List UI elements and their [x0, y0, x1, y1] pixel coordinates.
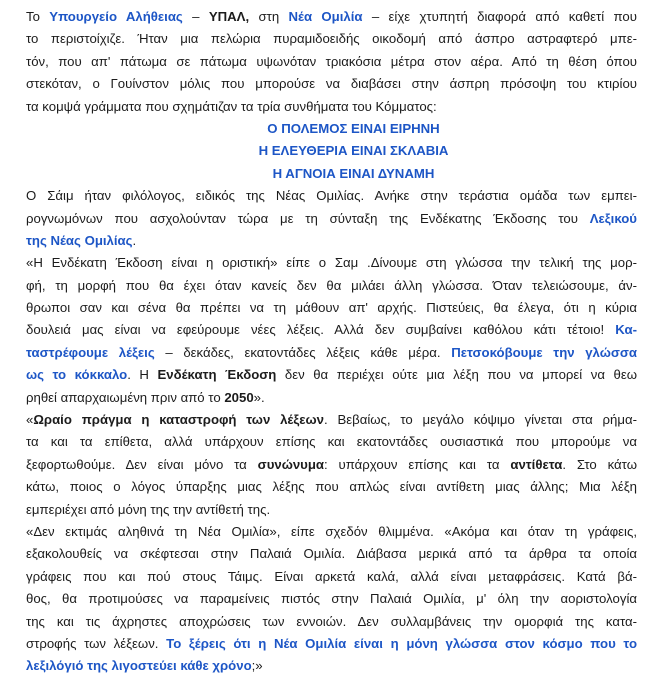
body-text: «Δεν εκτιμάς αληθινά τη Νέα Ομιλία», είπε σχεδόν θλιμμένα. «Ακόμα και όταν τη γράφεις,	[26, 523, 637, 539]
document-text	[26, 6, 637, 678]
text-line	[26, 185, 637, 207]
slogan-line	[26, 163, 637, 185]
body-text: θος, θα προτιμούσες να παραμείνεις πιστός στην Παλαιά Ομιλία, μ' όλη την αοριστολογία	[26, 591, 637, 607]
text-line	[26, 431, 637, 453]
body-text: στροφής των λέξεων.	[26, 635, 167, 651]
emphasis-blue-text: Η ΑΓΝΟΙΑ ΕΙΝΑΙ ΔΥΝΑΜΗ	[272, 165, 435, 181]
body-text: . Βεβαίως, το μεγάλο κόψιμο γίνεται στα ρήμα-	[323, 412, 637, 428]
text-line	[26, 476, 637, 498]
text-line	[26, 275, 637, 297]
text-line	[26, 611, 637, 633]
text-line	[26, 230, 637, 252]
body-text: δουλειά μας είναι να εφεύρουμε νέες λέξεις. Αλλά δεν συμβαίνει καθόλου κάτι τέτοιο!	[26, 322, 616, 338]
text-line	[26, 409, 637, 431]
text-line	[26, 655, 637, 677]
text-line	[26, 342, 637, 364]
slogan-line	[26, 140, 637, 162]
emphasis-bold-text: συνώνυμα	[257, 456, 325, 472]
text-line	[26, 454, 637, 476]
body-text: – είχε χτυπητή διαφορά από καθετί που	[362, 9, 637, 24]
body-text: τα κομψά γράμματα που σχημάτιζαν τα τρία συνθήματα του Κόμματος:	[26, 98, 437, 114]
body-text: τόν, που απ' πάτωμα σε πάτωμα υψωνόταν τριακόσια μέτρα στον αέρα. Από τη θέση όπου	[26, 53, 637, 69]
text-line	[26, 499, 637, 521]
body-text: της και τις άχρηστες αποχρώσεις των εννοιών. Δεν συλλαμβάνεις την ομορφιά της κατα-	[26, 613, 637, 629]
body-text: γράφεις που και πού στους Τάιμς. Είναι αρκετά καλά, αλλά είναι μεταφράσεις. Κατά βά-	[26, 568, 637, 584]
text-line	[26, 6, 637, 28]
emphasis-bold-text: αντίθετα	[510, 456, 563, 472]
body-text: εξακολουθείς να σκέφτεσαι στην Παλαιά Ομιλία. Διάβασα μερικά από τα άρθρα τα οποία	[26, 546, 637, 562]
emphasis-blue-text: Λεξικού	[589, 210, 637, 226]
text-line	[26, 319, 637, 341]
body-text: στη	[249, 9, 289, 24]
text-line	[26, 633, 637, 655]
body-text: κάτω, ποιος ο λόγος ύπαρξης μιας λέξης που απλώς είναι αντίθετη μιας άλλης; Μια λέξη	[26, 479, 637, 495]
text-line	[26, 588, 637, 610]
emphasis-blue-text: Πετσοκόβουμε την γλώσσα	[451, 344, 637, 360]
slogan-line	[26, 118, 637, 140]
body-text: φή, τη μορφή που θα έχει όταν κανείς δεν θα μιλάει άλλη γλώσσα. Όταν τελειώσουμε, άν-	[26, 277, 637, 293]
text-line	[26, 566, 637, 588]
emphasis-blue-text: Κα-	[615, 322, 637, 338]
emphasis-bold-text: ΥΠΑΛ,	[208, 9, 250, 24]
body-text: ρογνωμόνων που ασχολούνταν τώρα με τη σύνταξη της Ενδέκατης Έκδοσης του	[26, 210, 590, 226]
body-text: θρωποι σαν και σένα θα πρέπει να τη μάθουν απ' αρχής. Πιστεύεις, θα έλεγα, ότι η κύρια	[26, 300, 637, 316]
text-line	[26, 297, 637, 319]
text-line	[26, 364, 637, 386]
body-text: –	[182, 9, 209, 24]
emphasis-blue-text: Υπουργείο Αλήθειας	[49, 9, 183, 24]
body-text: Ο Σάιμ ήταν φιλόλογος, ειδικός της Νέας Ομιλίας. Ανήκε στην τεράστια ομάδα των εμπει-	[26, 188, 637, 204]
text-line	[26, 252, 637, 274]
text-line	[26, 73, 637, 95]
emphasis-blue-text: λεξιλόγιό της λιγοστεύει κάθε χρόνο	[26, 658, 252, 674]
emphasis-blue-text: Το ξέρεις ότι η Νέα Ομιλία είναι η μόνη γλώσσα στον κόσμο που το	[166, 635, 637, 651]
text-line	[26, 28, 637, 50]
text-line	[26, 387, 637, 409]
text-line	[26, 521, 637, 543]
emphasis-blue-text: της Νέας Ομιλίας	[26, 232, 133, 248]
body-text: ;»	[251, 658, 263, 674]
emphasis-bold-text: Ενδέκατη Έκδοση	[157, 367, 277, 383]
body-text: ξεφορτωθούμε. Δεν είναι μόνο τα	[26, 456, 258, 472]
text-line	[26, 51, 637, 73]
body-text: τα και τα επίθετα, αλλά υπάρχουν επίσης και εκατοντάδες ουσιαστικά που μπορούμε να	[26, 434, 637, 450]
body-text: .	[132, 232, 137, 248]
body-text: δεν θα περιέχει ούτε μια λέξη που να μπορεί να θεω	[276, 367, 637, 383]
body-text: . Η	[127, 367, 158, 383]
body-text: «	[26, 412, 34, 428]
text-line	[26, 96, 637, 118]
body-text: εμπεριέχει από μόνη της την αντίθετή της.	[26, 501, 271, 517]
emphasis-blue-text: Ο ΠΟΛΕΜΟΣ ΕΙΝΑΙ ΕΙΡΗΝΗ	[267, 120, 440, 136]
body-text: το περιστοίχιζε. Ήταν μια πελώρια πυραμιδοειδής οικοδομή από άσπρο αστραφτερό μπε-	[26, 31, 637, 47]
emphasis-bold-text: 2050	[224, 389, 254, 405]
body-text: . Στο κάτω	[562, 456, 637, 472]
emphasis-bold-text: Ωραίο πράγμα η καταστροφή των λέξεων	[33, 412, 324, 428]
body-text: ρηθεί απαρχαιωμένη πριν από το	[26, 389, 225, 405]
body-text: στεκόταν, ο Γουίνστον μόλις που μπορούσε να διαβάσει στην άσπρη πρόσοψη του κτιρίου	[26, 76, 637, 92]
body-text: ».	[253, 389, 265, 405]
text-line	[26, 208, 637, 230]
emphasis-blue-text: ως το κόκκαλο	[26, 367, 128, 383]
emphasis-blue-text: Νέα Ομιλία	[288, 9, 363, 24]
text-line	[26, 543, 637, 565]
body-text: : υπάρχουν επίσης και τα	[324, 456, 511, 472]
body-text: «Η Ενδέκατη Έκδοση είναι η οριστική» είπε ο Σαμ .Δίνουμε στη γλώσσα την τελική της μορ-	[26, 255, 637, 271]
emphasis-blue-text: Η ΕΛΕΥΘΕΡΙΑ ΕΙΝΑΙ ΣΚΛΑΒΙΑ	[258, 143, 449, 159]
body-text: Το	[26, 9, 50, 24]
emphasis-blue-text: ταστρέφουμε λέξεις	[26, 344, 155, 360]
body-text: – δεκάδες, εκατοντάδες λέξεις κάθε μέρα.	[154, 344, 452, 360]
